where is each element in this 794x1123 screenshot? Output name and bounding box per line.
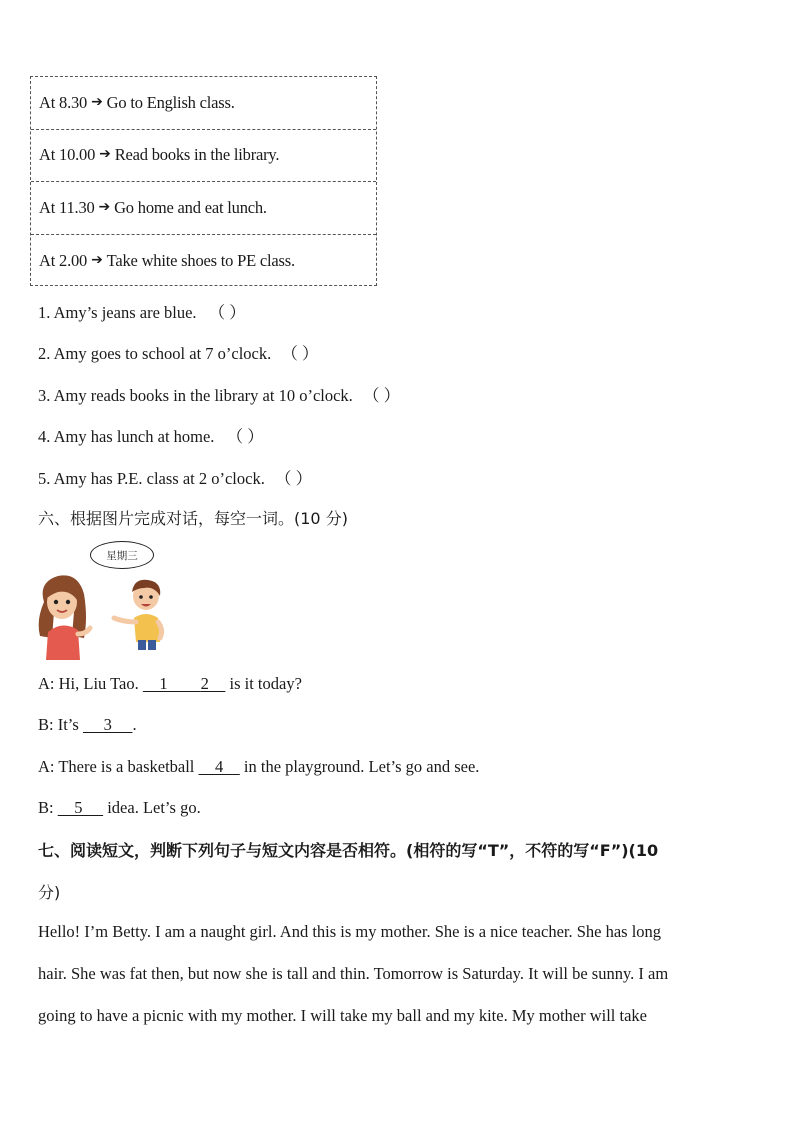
blank-4[interactable]: 4: [198, 757, 240, 776]
schedule-row: [31, 235, 376, 288]
schedule-time: At 11.30: [39, 197, 95, 217]
blank-2[interactable]: 2: [200, 674, 226, 693]
answer-paren[interactable]: （ ）: [362, 386, 401, 405]
question-4: [38, 423, 264, 447]
answer-paren[interactable]: （ ）: [274, 469, 313, 488]
question-text: 3. Amy reads books in the library at 10 o’clock.: [38, 386, 353, 405]
answer-paren[interactable]: （ ）: [226, 427, 264, 446]
dialogue-text: B:: [38, 798, 58, 817]
girl-illustration: [34, 572, 96, 660]
question-text: 4. Amy has lunch at home.: [38, 427, 215, 446]
passage-line: going to have a picnic with my mother. I will take my ball and my kite. My mother will take: [38, 1006, 648, 1025]
schedule-time: At 2.00: [39, 250, 88, 270]
section7-heading-line1: 七、阅读短文，判断下列句子与短文内容是否相符。(相符的写“T”，不符的写“F”)(10: [38, 841, 659, 860]
speech-bubble: [90, 541, 154, 569]
right-arrow-icon: ➔: [91, 93, 103, 110]
passage-line: Hello! I’m Betty. I am a naught girl. And this is my mother. She is a nice teacher. She has long: [38, 922, 662, 941]
schedule-time: At 10.00: [39, 145, 96, 165]
question-5: [38, 465, 312, 489]
right-arrow-icon: ➔: [99, 146, 111, 163]
answer-paren[interactable]: （ ）: [208, 303, 246, 322]
question-text: 1. Amy’s jeans are blue.: [38, 303, 197, 322]
dialogue-text: .: [132, 715, 137, 734]
right-arrow-icon: ➔: [98, 198, 111, 215]
question-text: 5. Amy has P.E. class at 2 o’clock.: [38, 469, 265, 488]
dialogue-text: A: There is a basketball: [38, 757, 199, 776]
dialogue-line-4: [38, 798, 201, 818]
schedule-activity: Read books in the library.: [114, 145, 280, 165]
schedule-time: At 8.30: [39, 92, 88, 112]
blank-3[interactable]: 3: [82, 715, 133, 734]
right-arrow-icon: ➔: [91, 251, 103, 268]
schedule-row: [31, 77, 376, 130]
section6-heading: 六、根据图片完成对话，每空一词。(10 分): [38, 509, 348, 528]
passage-line: hair. She was fat then, but now she is tall and thin. Tomorrow is Saturday. It will be sunny. I am: [38, 964, 669, 983]
question-text: 2. Amy goes to school at 7 o’clock.: [38, 344, 272, 363]
schedule-row: [31, 182, 376, 235]
dialogue-text: A: Hi, Liu Tao.: [38, 674, 143, 693]
schedule-activity: Go home and eat lunch.: [114, 197, 267, 217]
boy-illustration: [110, 576, 170, 650]
dialogue-text: in the playground. Let’s go and see.: [239, 757, 480, 776]
reading-passage: [38, 911, 758, 1037]
speech-bubble-text: 星期三: [106, 549, 138, 562]
question-3: [38, 382, 400, 406]
dialogue-text: is it today?: [225, 674, 302, 693]
schedule-row: [31, 130, 376, 183]
dialogue-line-1: [38, 674, 302, 694]
question-1: [38, 299, 246, 323]
dialogue-line-3: [38, 757, 479, 777]
schedule-activity: Take white shoes to PE class.: [106, 250, 295, 270]
section7-heading-line2: 分): [38, 883, 61, 902]
schedule-activity: Go to English class.: [106, 92, 235, 112]
schedule-table: [30, 76, 377, 286]
dialogue-line-2: [38, 715, 137, 735]
answer-paren[interactable]: （ ）: [281, 344, 319, 363]
dialogue-text: idea. Let’s go.: [103, 798, 201, 817]
blank-5[interactable]: 5: [57, 798, 104, 817]
dialogue-text: B: It’s: [38, 715, 83, 734]
question-2: [38, 340, 319, 364]
blank-1[interactable]: 1: [142, 674, 201, 693]
